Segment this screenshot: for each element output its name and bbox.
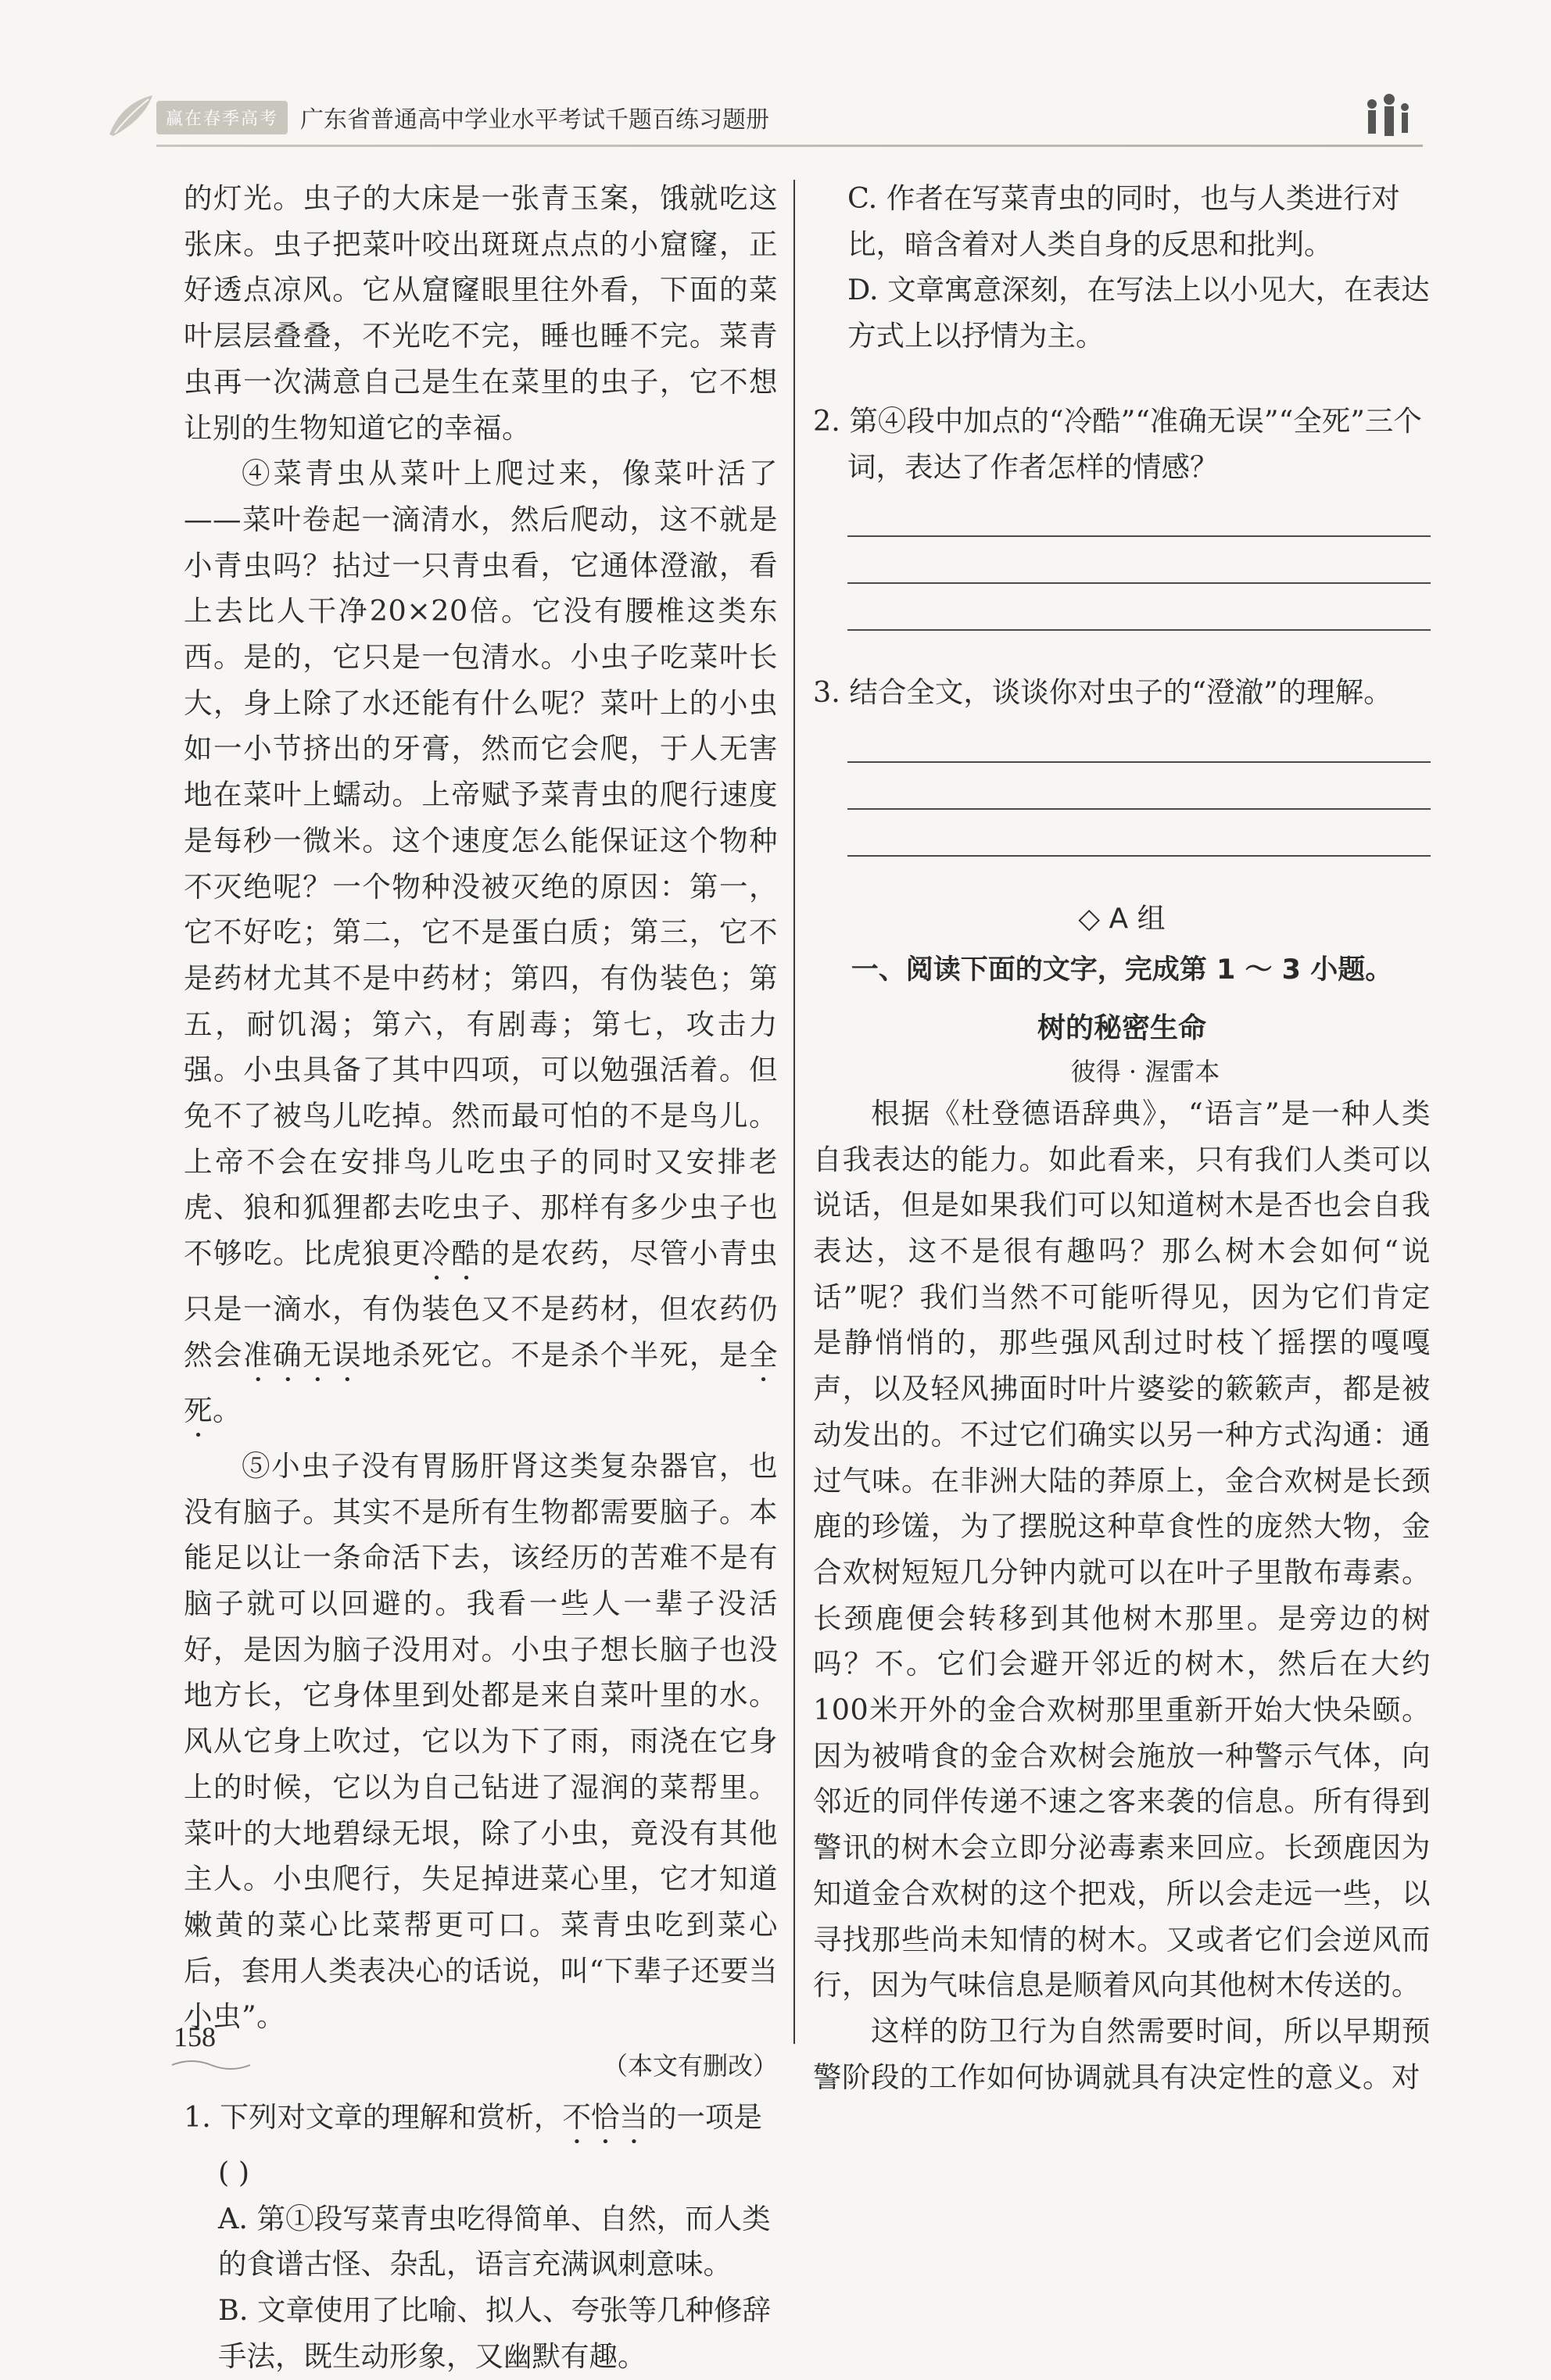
- header-badge: 赢在春季高考: [156, 101, 288, 134]
- option-b: B. 文章使用了比喻、拟人、夸张等几种修辞手法，既生动形象，又幽默有趣。: [218, 2293, 772, 2373]
- page-number-ornament-icon: [168, 2057, 254, 2073]
- q1-text-b: 的一项是: [647, 2100, 762, 2135]
- option-a: A. 第①段写菜青虫吃得简单、自然，而人类的食谱古怪、杂乱，语言充满讽刺意味。: [218, 2201, 771, 2282]
- answer-lines-q2[interactable]: [813, 490, 1431, 631]
- page-header: [156, 98, 1423, 137]
- para4-text-a: ④菜青虫从菜叶上爬过来，像菜叶活了——菜叶卷起一滴清水，然后爬动，这不就是小青虫吗？拈过一只青虫看，它通体澄澈，看上去比人干净20×20倍。它没有腰椎这类东西。是的，它只是一包清水。小虫子吃菜叶长大，身上除了水还能有什么呢？菜叶上的小虫如一小节挤出的牙膏，然而它会爬，于人无害地在菜叶上蠕动。上帝赋予菜青虫的爬行速度是每秒一微米。这个速度怎么能保证这个物种不灭绝呢？一个物种没被灭绝的原因：第一，它不好吃；第二，它不是蛋白质；第三，它不是药材尤其不是中药材；第四，有伪装色；第五，耐饥渴；第六，有剧毒；第七，攻击力强。小虫具备了其中四项，可以勉强活着。但免不了被鸟儿吃掉。然而最可怕的不是鸟儿。上帝不会在安排鸟儿吃虫子的同时又安排老虎、狼和狐狸都去吃虫子、那样有多少虫子也不够吃。比虎狼更: [184, 456, 778, 1271]
- para4-text-c: 地杀死它。不是杀个半死，是: [362, 1337, 750, 1372]
- answer-lines-q3[interactable]: [813, 716, 1431, 857]
- option-d: D. 文章寓意深刻，在写法上以小见大，在表达方式上以抒情为主。: [847, 273, 1430, 353]
- dotted-word-2: 准确无误: [243, 1337, 363, 1372]
- left-column: [184, 176, 778, 2380]
- dotted-word-1: 冷酷: [421, 1237, 482, 1271]
- question-3: 3. 结合全文，谈谈你对虫子的“澄澈”的理解。: [813, 675, 1392, 710]
- header-rule: [156, 145, 1423, 147]
- answer-line[interactable]: [847, 584, 1431, 631]
- answer-line[interactable]: [847, 716, 1431, 763]
- question-1: [184, 2095, 778, 2150]
- family-figures-icon: [1356, 90, 1419, 145]
- article-author: 彼得 · 渥雷本: [1070, 1056, 1220, 1086]
- answer-line[interactable]: [847, 490, 1431, 537]
- dotted-word-3: 全死: [184, 1337, 779, 1427]
- answer-line[interactable]: [847, 763, 1431, 810]
- option-c: C. 作者在写菜青虫的同时，也与人类进行对比，暗含着对人类自身的反思和批判。: [847, 181, 1400, 261]
- leaf-logo-icon: [106, 88, 160, 142]
- question-2: 2. 第④段中加点的“冷酷”“准确无误”“全死”三个词，表达了作者怎样的情感？: [813, 403, 1422, 484]
- section-heading: 一、阅读下面的文字，完成第 1 ～ 3 小题。: [851, 954, 1393, 986]
- para4-text-b: 的是农药，尽管小青虫只是一滴水，有伪装色又不是药材，但农药仍然会: [184, 1237, 779, 1372]
- q1-text-a: 1. 下列对文章的理解和赏析，: [184, 2100, 563, 2135]
- article-paragraph-1: 根据《杜登德语辞典》，“语言”是一种人类自我表达的能力。如此看来，只有我们人类可以说话，但是如果我们可以知道树木是否也会自我表达，这不是很有趣吗？那么树木会如何“说话”呢？我们当然不可能听得见，因为它们肯定是静悄悄的，那些强风刮过时枝丫摇摆的嘎嘎声，以及轻风拂面时叶片婆娑的簌簌声，都是被动发出的。不过它们确实以另一种方式沟通：通过气味。在非洲大陆的莽原上，金合欢树是长颈鹿的珍馐，为了摆脱这种草食性的庞然大物，金合欢树短短几分钟内就可以在叶子里散布毒素。长颈鹿便会转移到其他树木那里。是旁边的树吗？不。它们会避开邻近的树木，然后在大约100米开外的金合欢树那里重新开始大快朵颐。因为被啃食的金合欢树会施放一种警示气体，向邻近的同伴传递不速之客来袭的信息。所有得到警讯的树木会立即分泌毒素来回应。长颈鹿因为知道金合欢树的这个把戏，所以会走远一些，以寻找那些尚未知情的树木。又或者它们会逆风而行，因为气味信息是顺着风向其他树木传送的。: [813, 1096, 1431, 2002]
- column-divider: [793, 180, 795, 2044]
- para4-text-d: 。: [213, 1393, 242, 1427]
- header-title: 广东省普通高中学业水平考试千题百练习题册: [300, 106, 770, 134]
- source-note: （本文有删改）: [602, 2051, 778, 2081]
- right-column: [813, 176, 1431, 2100]
- paragraph-4: [184, 451, 778, 1444]
- article-title: 树的秘密生命: [1037, 1011, 1206, 1044]
- q1-dotted-word: 不恰当: [562, 2100, 648, 2135]
- group-title: ◇ A 组: [1078, 902, 1166, 935]
- answer-line[interactable]: [847, 537, 1431, 584]
- article-paragraph-2: 这样的防卫行为自然需要时间，所以早期预警阶段的工作如何协调就具有决定性的意义。对: [813, 2013, 1431, 2094]
- paragraph-5: ⑤小虫子没有胃肠肝肾这类复杂器官，也没有脑子。其实不是所有生物都需要脑子。本能足以让一条命活下去，该经历的苦难不是有脑子就可以回避的。我看一些人一辈子没活好，是因为脑子没用对。小虫子想长脑子也没地方长，它身体里到处都是来自菜叶里的水。风从它身上吹过，它以为下了雨，雨浇在它身上的时候，它以为自己钻进了湿润的菜帮里。菜叶的大地碧绿无垠，除了小虫，竟没有其他主人。小虫爬行，失足掉进菜心里，它才知道嫩黄的菜心比菜帮更可口。菜青虫吃到菜心后，套用人类表决心的话说，叫“下辈子还要当小虫”。: [184, 1448, 778, 2034]
- answer-line[interactable]: [847, 810, 1431, 857]
- answer-parentheses[interactable]: ( ): [218, 2156, 250, 2190]
- page-number: 158: [174, 2021, 216, 2053]
- paragraph-continued: 的灯光。虫子的大床是一张青玉案，饿就吃这张床。虫子把菜叶咬出斑斑点点的小窟窿，正好透点凉风。它从窟窿眼里往外看，下面的菜叶层层叠叠，不光吃不完，睡也睡不完。菜青虫再一次满意自己是生在菜里的虫子，它不想让别的生物知道它的幸福。: [184, 181, 778, 445]
